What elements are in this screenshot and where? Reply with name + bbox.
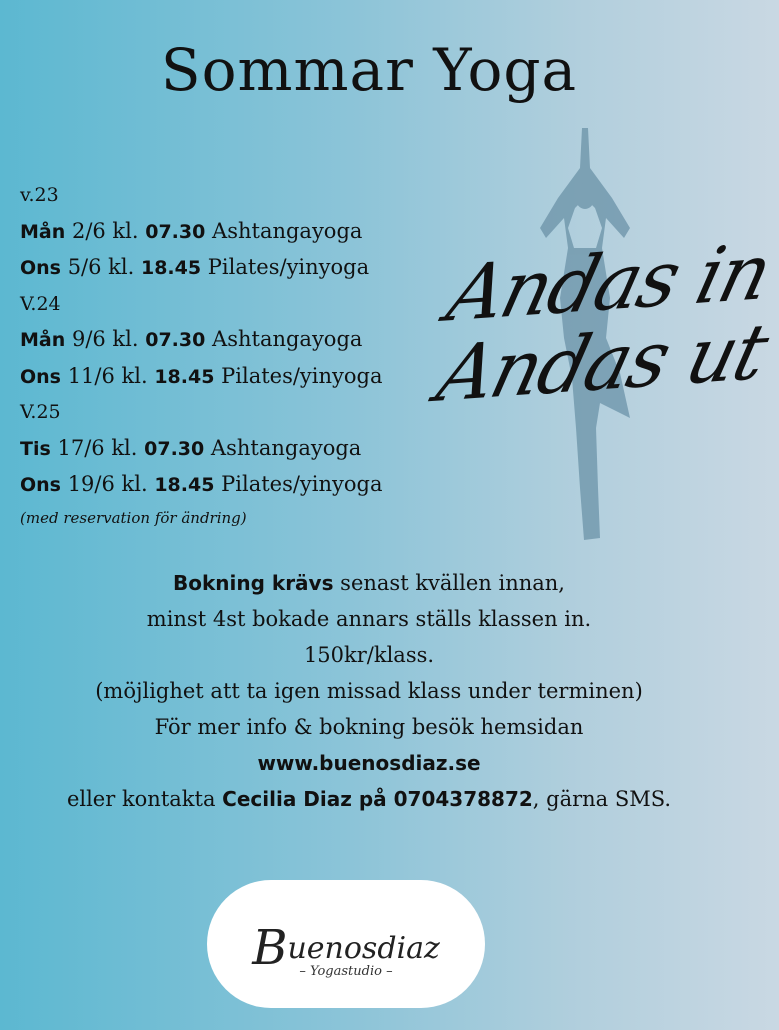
reservation-note: (med reservation för ändring) [20, 508, 247, 527]
minimum-line: minst 4st bokade annars ställs klassen in. [146, 607, 592, 631]
page-title: Sommar Yoga [160, 36, 578, 104]
contact-line: eller kontakta Cecilia Diaz på 0704378872, gärna SMS. [66, 787, 672, 811]
logo-subtitle: – Yogastudio – [299, 964, 393, 979]
studio-logo [207, 880, 485, 1008]
schedule-row: Ons 19/6 kl. 18.45 Pilates/yinyoga [20, 472, 383, 496]
script-andas-in: Andas in [439, 226, 779, 339]
week-label: V.25 [20, 401, 61, 423]
script-andas-ut: Andas ut [429, 305, 776, 420]
schedule-row: Ons 5/6 kl. 18.45 Pilates/yinyoga [20, 255, 370, 279]
schedule-row: Ons 11/6 kl. 18.45 Pilates/yinyoga [20, 363, 383, 388]
schedule-row: Tis 17/6 kl. 07.30 Ashtangayoga [20, 435, 362, 460]
schedule-row: Mån 2/6 kl. 07.30 Ashtangayoga [20, 218, 363, 243]
more-info-line: För mer info & bokning besök hemsidan [154, 715, 584, 739]
website-link[interactable]: www.buenosdiaz.se [257, 751, 481, 775]
logo-name: Buenosdiaz [252, 920, 440, 976]
booking-info [0, 565, 738, 817]
schedule [20, 178, 383, 532]
schedule-row: Mån 9/6 kl. 07.30 Ashtangayoga [20, 327, 363, 351]
missed-class-line: (möjlighet att ta igen missad klass under terminen) [95, 679, 643, 703]
week-label: v.23 [20, 184, 59, 206]
price-line: 150kr/klass. [303, 643, 435, 667]
week-label: V.24 [20, 292, 61, 315]
booking-line: Bokning krävs senast kvällen innan, [173, 571, 565, 595]
